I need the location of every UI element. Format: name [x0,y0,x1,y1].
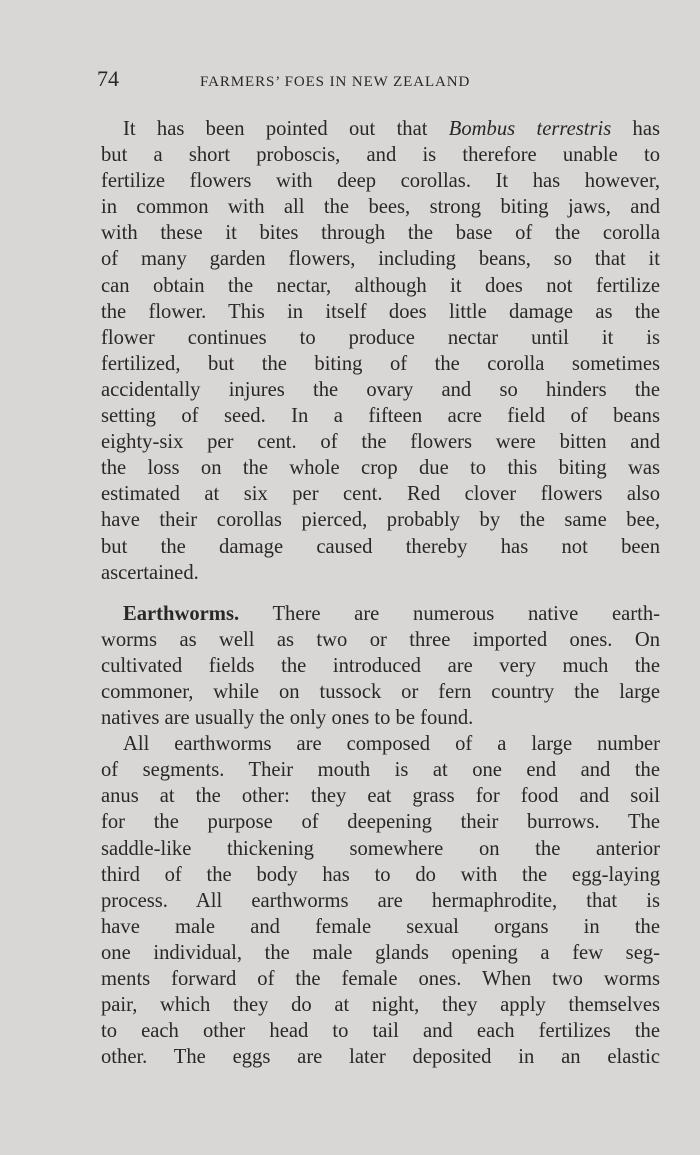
text-line: pair, which they do at night, they apply themselves [101,994,660,1017]
text-line: can obtain the nectar, although it does not fertilize [101,274,660,297]
text-line: fertilize flowers with deep corollas. It has however, [101,170,660,193]
segments-paragraph [101,731,660,1070]
text-line: to each other head to tail and each fertilizes the [101,1020,660,1043]
text-line: worms as well as two or three imported ones. On [101,628,660,651]
text-line: of segments. Their mouth is at one end and the [101,759,660,782]
text-run: has [611,118,661,140]
text-line: natives are usually the only ones to be found. [101,707,474,730]
page-header [97,66,562,96]
text-line: ascertained. [101,561,199,584]
text-line: for the purpose of deepening their burrows. The [101,811,660,834]
text-line [101,601,660,627]
earthworms-paragraph [101,601,660,731]
text-line: cultivated fields the introduced are very much the [101,654,660,677]
text-line: but a short proboscis, and is therefore unable to [101,144,660,167]
text-line: ments forward of the female ones. When two worms [101,968,660,990]
section-heading: Earthworms. [123,602,240,625]
text-line: All earthworms are composed of a large number [123,733,660,756]
species-name: Bombus terrestris [448,118,612,140]
paragraph-gap [101,586,660,601]
text-line: the flower. This in itself does little damage as the [101,300,660,323]
text-line: flower continues to produce nectar until it is [101,326,660,349]
text-run: It has been pointed out that [123,118,449,140]
text-line: in common with all the bees, strong biting jaws, and [101,196,660,219]
text-line: saddle-like thickening somewhere on the anterior [101,837,660,860]
text-line: setting of seed. In a fifteen acre field of beans [101,405,660,428]
text-line: other. The eggs are later deposited in an elastic [101,1046,660,1069]
text-line: but the damage caused thereby has not been [101,535,660,558]
text-line: process. All earthworms are hermaphrodite, that is [101,889,660,912]
text-line: anus at the other: they eat grass for food and soil [101,785,660,808]
text-line: third of the body has to do with the egg-laying [101,863,660,886]
text-run: There are numerous native earth- [239,602,660,625]
bee-paragraph [101,116,660,586]
text-line: commoner, while on tussock or fern country the large [101,680,660,703]
text-line: estimated at six per cent. Red clover flowers also [101,483,660,506]
running-head: FARMERS’ FOES IN NEW ZEALAND [200,74,471,90]
text-line: with these it bites through the base of the corolla [101,222,660,245]
text-line [101,116,660,142]
page-body [101,116,660,1070]
text-line: accidentally injures the ovary and so hinders the [101,378,660,401]
text-line: eighty-six per cent. of the flowers were bitten and [101,431,660,454]
text-line: have male and female sexual organs in the [101,915,660,938]
text-line: the loss on the whole crop due to this biting was [101,457,660,480]
text-line: have their corollas pierced, probably by the same bee, [101,509,660,532]
text-line: one individual, the male glands opening a few seg- [101,941,660,964]
page-number: 74 [97,66,119,91]
text-line: fertilized, but the biting of the corolla sometimes [101,352,660,375]
text-line: of many garden flowers, including beans, so that it [101,248,660,271]
